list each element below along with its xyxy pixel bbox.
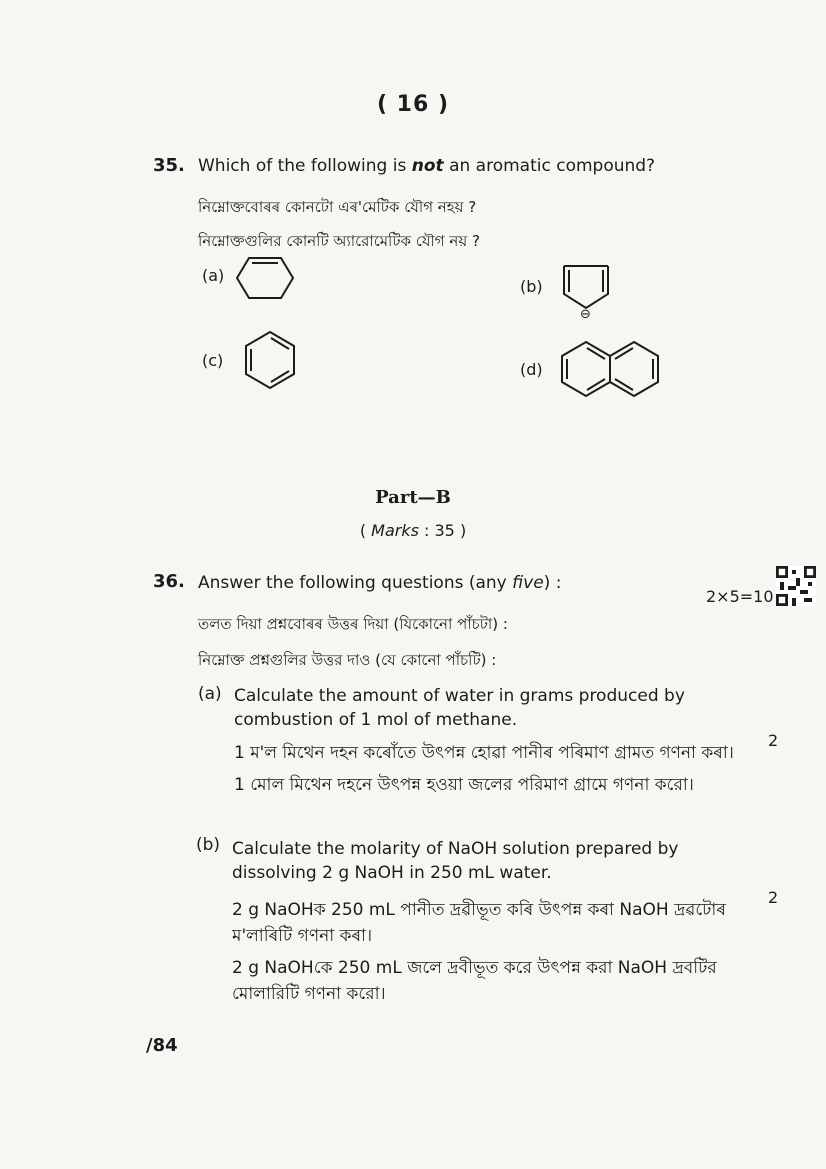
sub-question-a-bengali: 1 মোল মিথেন দহনে উৎপন্ন হওয়া জলের পরিমাণ গ্রামে গণনা করো। — [234, 775, 694, 795]
sub-question-b-bengali: 2 g NaOHকে 250 mL জলে দ্রবীভূত করে উৎপন্ন করা NaOH দ্রবটির মোলারিটি গণনা করো। — [232, 958, 717, 1004]
question-35-text-part: Which of the following is — [198, 156, 412, 176]
sub-question-b-marks: 2 — [768, 888, 779, 907]
sub-question-a-english: Calculate the amount of water in grams produced by combustion of 1 mol of methane. — [234, 686, 685, 730]
benzene-structure — [240, 328, 300, 392]
sub-question-b-assamese: 2 g NaOHক 250 mL পানীত দ্ৰৱীভূত কৰি উৎপন্ন কৰা NaOH দ্ৰৱটোৰ ম'লাৰিটি গণনা কৰা। — [232, 900, 726, 946]
question-35-bengali: নিম্নোক্তগুলির কোনটি অ্যারোমেটিক যৌগ নয় ? — [198, 232, 480, 250]
qr-code-icon — [776, 566, 816, 606]
part-b-marks-bracket: ( — [359, 521, 372, 540]
question-35-assamese: নিম্নোক্তবোৰৰ কোনটো এৰ'মেটিক যৌগ নহয় ? — [198, 198, 477, 216]
question-36-marks: 2×5=10 — [706, 587, 774, 606]
sub-question-a-assamese: 1 ম'ল মিথেন দহন কৰোঁতে উৎপন্ন হোৱা পানীৰ পৰিমাণ গ্ৰামত গণনা কৰা। — [234, 743, 734, 763]
part-b-marks-label: Marks — [371, 521, 419, 540]
question-36-text-part: Answer the following questions (any — [198, 573, 513, 593]
part-b-marks-value: : 35 ) — [418, 521, 467, 540]
question-35-text — [198, 156, 655, 176]
naphthalene-structure — [558, 338, 666, 400]
question-35-emphasis: not — [411, 156, 444, 176]
paper-code: /84 — [146, 1035, 178, 1056]
question-36-emphasis: five — [512, 573, 544, 593]
option-a-label: (a) — [202, 266, 225, 285]
sub-question-a-label: (a) — [198, 684, 222, 704]
sub-question-a-marks: 2 — [768, 731, 779, 750]
sub-question-b-english: Calculate the molarity of NaOH solution prepared by dissolving 2 g NaOH in 250 mL water. — [232, 839, 679, 883]
question-35-text-part: an aromatic compound? — [443, 156, 656, 176]
anion-charge-symbol: ⊖ — [580, 307, 591, 322]
question-36-text-part: ) : — [543, 573, 562, 593]
part-b-title: Part—B — [375, 487, 451, 508]
question-36-number: 36. — [153, 571, 185, 592]
part-b-marks — [0, 521, 826, 540]
cyclohexene-structure — [235, 248, 301, 308]
option-c-label: (c) — [202, 351, 224, 370]
sub-question-b-label: (b) — [196, 835, 221, 855]
question-35-number: 35. — [153, 155, 185, 176]
option-d-label: (d) — [520, 360, 543, 379]
question-36-text — [198, 573, 561, 593]
page-number: ( 16 ) — [376, 92, 450, 117]
question-36-bengali: নিম্নোক্ত প্রশ্নগুলির উত্তর দাও (যে কোনো পাঁচটি) : — [198, 651, 497, 669]
question-36-assamese: তলত দিয়া প্ৰশ্নবোৰৰ উত্তৰ দিয়া (যিকোনো পাঁচটা) : — [198, 615, 508, 633]
option-b-label: (b) — [520, 277, 543, 296]
